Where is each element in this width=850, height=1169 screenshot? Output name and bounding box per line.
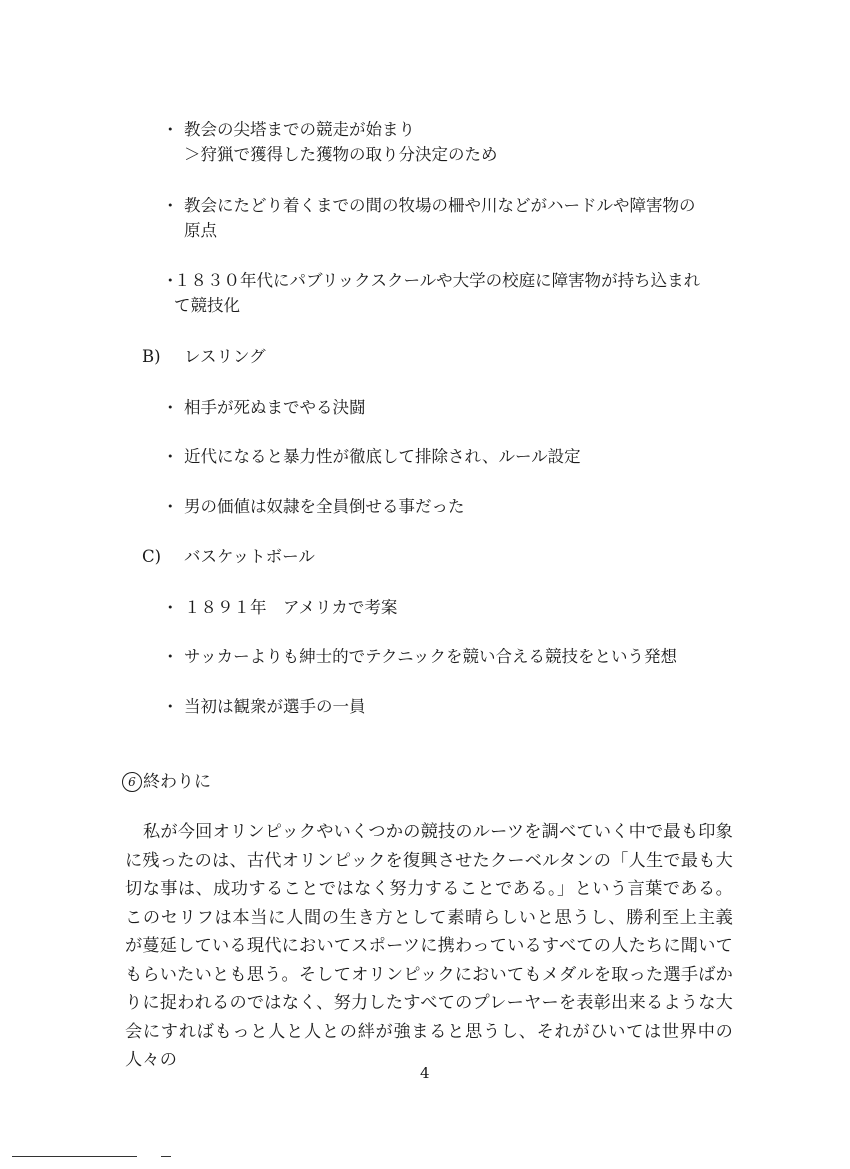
list-item-text: 原点 xyxy=(184,221,217,240)
list-item-text: 教会にたどり着くまでの間の牧場の柵や川などがハードルや障害物の xyxy=(184,196,696,215)
bullet-dot: ・ xyxy=(162,271,179,290)
list-item xyxy=(162,268,742,318)
bullet-dot: ・ xyxy=(162,497,179,516)
conclusion-heading xyxy=(122,767,211,792)
list-item-text: 男の価値は奴隷を全員倒せる事だった xyxy=(184,497,465,516)
conclusion-title: 終わりに xyxy=(143,772,211,792)
list-item xyxy=(162,644,742,669)
list-item xyxy=(162,117,742,167)
conclusion-paragraph-text: 私が今回オリンピックやいくつかの競技のルーツを調べていく中で最も印象に残ったのは、古代オリンピックを復興させたクーベルタンの「人生で最も大切な事は、成功することではなく努力することである。」という言葉である。このセリフは本当に人間の生き方として素晴らしいと思うし、勝利至上主義が蔓延している現代においてスポーツに携わっているすべての人たちに聞いてもらいたいとも思う。そしてオリンピックにおいてもメダルを取った選手ばかりに捉われるのではなく、努力したすべてのプレーヤーを表彰出来るような大会にすればもっと人と人との絆が強まると思うし、それがひいては世界中の人々の xyxy=(125,822,733,1070)
list-item-text: サッカーよりも紳士的でテクニックを競い合える競技をという発想 xyxy=(184,647,678,666)
list-item-text: １８３０年代にパブリックスクールや大学の校庭に障害物が持ち込まれ xyxy=(174,271,701,290)
list-item-text: 当初は観衆が選手の一員 xyxy=(184,697,366,716)
conclusion-paragraph xyxy=(125,818,733,1075)
list-item-text: 教会の尖塔までの競走が始まり xyxy=(184,120,415,139)
section-number-circle: 6 xyxy=(122,772,142,792)
bullet-dot: ・ xyxy=(162,398,179,417)
section-heading-c xyxy=(142,544,315,569)
list-item xyxy=(162,444,742,469)
bullet-dot: ・ xyxy=(162,697,179,716)
list-item xyxy=(162,595,742,620)
bullet-dot: ・ xyxy=(162,196,179,215)
section-heading-b xyxy=(142,344,266,369)
footer-rule xyxy=(12,1156,137,1157)
section-title: バスケットボール xyxy=(184,547,315,566)
list-item-text: て競技化 xyxy=(174,296,240,315)
list-item xyxy=(162,694,742,719)
list-item-text: 近代になると暴力性が徹底して排除され、ルール設定 xyxy=(184,447,581,466)
list-item-text: ＞狩猟で獲得した獲物の取り分決定のため xyxy=(184,145,498,164)
list-item xyxy=(162,494,742,519)
list-item-text: 相手が死ぬまでやる決闘 xyxy=(184,398,366,417)
bullet-dot: ・ xyxy=(162,447,179,466)
list-item xyxy=(162,395,742,420)
section-marker: B) xyxy=(142,347,161,366)
bullet-dot: ・ xyxy=(162,598,179,617)
list-item-text: １８９１年 アメリカで考案 xyxy=(184,598,398,617)
footer-rule-dash xyxy=(161,1156,171,1157)
bullet-dot: ・ xyxy=(162,647,179,666)
section-marker: C) xyxy=(142,547,162,566)
bullet-dot: ・ xyxy=(162,120,179,139)
list-item xyxy=(162,193,742,243)
page-number: 4 xyxy=(420,1064,430,1082)
section-title: レスリング xyxy=(184,347,266,366)
